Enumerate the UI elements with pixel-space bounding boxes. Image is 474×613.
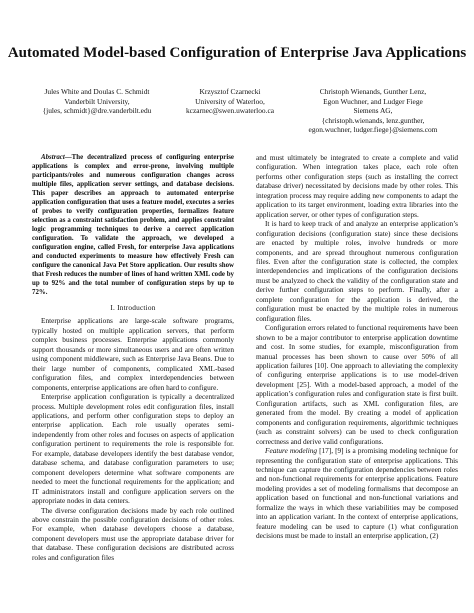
author-names: Christoph Wienands, Gunther Lenz,: [319, 87, 427, 96]
body-paragraph: The diverse configuration decisions made by each role outlined above constrain the possible configuration decisions of other roles. For example, when database developers choose a database, component developers must use the appropriate database driver for that database. These configuration decisions are distributed across roles and configuration files: [32, 505, 234, 562]
body-paragraph: [256, 446, 458, 541]
author-names: Egon Wuchner, and Ludger Fiege: [323, 96, 423, 106]
author-email: egon.wuchner, ludger.fiege}@siemens.com: [308, 125, 438, 135]
author-affiliation: Vanderbilt University,: [64, 96, 130, 106]
paragraph-text: [17], [9] is a promising modeling technique for representing the configuration state of enterprise applications. This technique can capture the configuration dependencies between roles and non-functional requirements for enterprise applications. Feature modeling provides a set of modeling formalisms that decompose an application based on functional and non-functional variations and formalize the ways in which these variabilities may be composed into an application variant. In the context of enterprise applications, feature modeling can be used to capture (1) what configuration decisions must be made to install an enterprise application, (2): [256, 446, 458, 541]
body-paragraph: Configuration errors related to functional requirements have been shown to be a major contributor to enterprise application downtime and cost. In some studies, for example, misconfiguration from manual processes has been shown to cause over 50% of all application failures [10]. One approach to alleviating the complexity of configuring enterprise applications is to use model-driven development [25]. With a model-based approach, a model of the application’s configuration rules and configuration state is first built. Configuration artifacts, such as XML configuration files, are generated from the model. By creating a model of application components and configuration requirements, algorithmic techniques (such as constraint solvers) can be used to check configuration correctness and derive valid configurations.: [256, 323, 458, 446]
abstract-label: Abstract: [41, 154, 65, 161]
author-names: Jules White and Doulas C. Schmidt: [44, 87, 150, 96]
author-affiliation: Siemens AG,: [353, 106, 393, 116]
body-paragraph: It is hard to keep track of and analyze an enterprise application’s configuration decisions (configuration state) since these decisions are enacted by multiple roles, involve hundreds or more components, and are spread throughout numerous configuration files. Even after the configuration state is collected, the complex interdependencies and implications of the configuration decisions must be analyzed to check the validity of the configuration state and derive further configuration steps to perform. Finally, after a complete configuration for the application is derived, the configuration must be enacted by the multiple roles in numerous configuration files.: [256, 219, 458, 323]
right-column: [256, 153, 458, 541]
body-paragraph: and must ultimately be integrated to create a complete and valid configuration. When integration takes place, each role often performs other configuration steps (such as installing the correct database driver) necessitated by decisions made by other roles. This integration process may require adding new components to adapt the application to its target environment, loading extra libraries into the application server, or other types of configuration steps.: [256, 153, 458, 219]
author-affiliation: University of Waterloo,: [195, 96, 265, 106]
abstract-text: —The decentralized process of configuring enterprise applications is complex and error-prone, involving multiple participants/roles and numerous configuration changes across multiple files, application server settings, and database decisions. This paper describes an approach to automated enterprise application configuration that uses a feature model, executes a series of probes to verify configuration properties, formalizes feature selection as a constraint satisfaction problem, and applies constraint logic programming techniques to derive a correct application configuration. To validate the approach, we developed a configuration engine, called Fresh, for enterprise Java applications and conducted experiments to measure how effectively Fresh can configure the canonical Java Pet Store application. Our results show that Fresh reduces the number of lines of hand written XML code by up to 92% and the total number of configuration steps by up to 72%.: [32, 154, 234, 296]
author-email: kczarnec@swen.uwaterloo.ca: [185, 106, 275, 116]
author-block-siemens: [288, 87, 458, 135]
term-feature-modeling: Feature modeling: [265, 446, 318, 456]
body-paragraph: Enterprise application configuration is typically a decentralized process. Multiple development roles edit configuration files, install applications, and perform other configuration steps to deploy an enterprise application. Each role usually operates semi-independently from other roles and focuses on aspects of application configuration pertinent to requirements the role is responsible for. For example, database developers identify the best database vendor, database schema, and database configuration parameters to use; component developers determine what software components are needed to meet the functional requirements for the application; and IT administrators install and configure application servers on the appropriate nodes in data centers.: [32, 392, 234, 506]
body-paragraph: Enterprise applications are large-scale software programs, typically hosted on multiple application servers, that perform complex business processes. Enterprise applications commonly support thousands or more simultaneous users and are often written using component middleware, such as Enterprise Java Beans. Due to their large number of components, complicated XML-based configuration files, and complex interdependencies between components, enterprise applications are often hard to configure.: [32, 316, 234, 392]
author-email: {jules, schmidt}@dre.vanderbilt.edu: [42, 106, 152, 116]
author-block-vanderbilt: [18, 87, 176, 116]
left-column: [32, 153, 234, 562]
section-heading: I. Introduction: [110, 303, 156, 312]
author-names: Krzysztof Czarnecki: [199, 87, 261, 96]
paper-title: Automated Model-based Configuration of Enterprise Java Applications: [7, 45, 467, 61]
abstract: [32, 153, 234, 297]
author-block-waterloo: [170, 87, 290, 116]
author-email: {christoph.wienands, lenz.gunther,: [321, 115, 425, 125]
